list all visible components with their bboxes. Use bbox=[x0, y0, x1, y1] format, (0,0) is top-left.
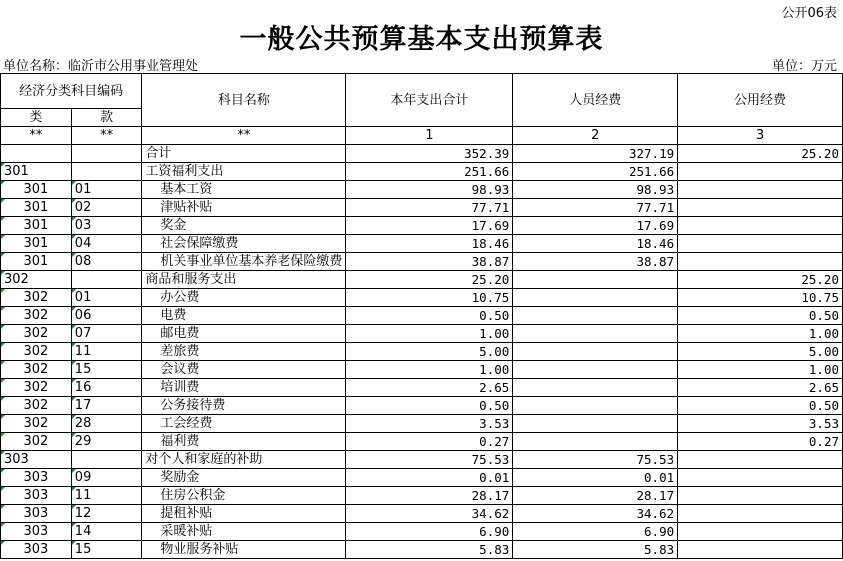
cell-total: 5.00 bbox=[346, 343, 513, 361]
cell-public bbox=[678, 181, 843, 199]
cell-personnel bbox=[513, 397, 678, 415]
cell-subject-name: 奖金 bbox=[142, 217, 346, 235]
cell-lei: 302 bbox=[1, 415, 72, 433]
budget-table bbox=[0, 73, 843, 559]
table-row bbox=[1, 145, 843, 163]
cell-kuan: 06 bbox=[71, 307, 142, 325]
index-cell: 2 bbox=[513, 127, 678, 145]
cell-public: 25.20 bbox=[678, 271, 843, 289]
cell-subject-name: 合计 bbox=[142, 145, 346, 163]
cell-public: 0.50 bbox=[678, 307, 843, 325]
cell-kuan: 28 bbox=[71, 415, 142, 433]
cell-lei: 302 bbox=[1, 343, 72, 361]
cell-total: 251.66 bbox=[346, 163, 513, 181]
cell-personnel bbox=[513, 361, 678, 379]
cell-total: 352.39 bbox=[346, 145, 513, 163]
cell-public bbox=[678, 163, 843, 181]
cell-personnel: 75.53 bbox=[513, 451, 678, 469]
cell-public bbox=[678, 217, 843, 235]
cell-subject-name: 公务接待费 bbox=[142, 397, 346, 415]
cell-kuan: 15 bbox=[71, 541, 142, 559]
cell-public bbox=[678, 487, 843, 505]
cell-kuan bbox=[71, 271, 142, 289]
cell-total: 0.50 bbox=[346, 397, 513, 415]
cell-public bbox=[678, 523, 843, 541]
cell-kuan: 11 bbox=[71, 343, 142, 361]
currency-unit-label: 单位：万元 bbox=[771, 59, 837, 74]
index-cell: 3 bbox=[678, 127, 843, 145]
header-personnel: 人员经费 bbox=[513, 74, 678, 127]
header-total: 本年支出合计 bbox=[346, 74, 513, 127]
cell-personnel: 251.66 bbox=[513, 163, 678, 181]
table-row bbox=[1, 505, 843, 523]
cell-kuan: 14 bbox=[71, 523, 142, 541]
cell-kuan bbox=[71, 145, 142, 163]
cell-personnel: 0.01 bbox=[513, 469, 678, 487]
cell-kuan: 03 bbox=[71, 217, 142, 235]
cell-lei: 302 bbox=[1, 397, 72, 415]
table-row bbox=[1, 163, 843, 181]
cell-lei: 302 bbox=[1, 307, 72, 325]
cell-personnel: 6.90 bbox=[513, 523, 678, 541]
cell-subject-name: 住房公积金 bbox=[142, 487, 346, 505]
cell-subject-name: 办公费 bbox=[142, 289, 346, 307]
cell-kuan: 01 bbox=[71, 181, 142, 199]
header-econ-code: 经济分类科目编码 bbox=[1, 74, 142, 109]
cell-total: 0.27 bbox=[346, 433, 513, 451]
cell-subject-name: 物业服务补贴 bbox=[142, 541, 346, 559]
cell-personnel: 17.69 bbox=[513, 217, 678, 235]
table-row bbox=[1, 307, 843, 325]
cell-total: 34.62 bbox=[346, 505, 513, 523]
table-row bbox=[1, 469, 843, 487]
cell-lei: 301 bbox=[1, 217, 72, 235]
cell-lei: 303 bbox=[1, 487, 72, 505]
cell-personnel bbox=[513, 289, 678, 307]
cell-total: 25.20 bbox=[346, 271, 513, 289]
table-row bbox=[1, 451, 843, 469]
cell-kuan: 29 bbox=[71, 433, 142, 451]
cell-lei: 301 bbox=[1, 253, 72, 271]
cell-lei: 302 bbox=[1, 271, 72, 289]
cell-lei: 303 bbox=[1, 523, 72, 541]
cell-lei: 302 bbox=[1, 289, 72, 307]
cell-personnel: 77.71 bbox=[513, 199, 678, 217]
cell-personnel: 34.62 bbox=[513, 505, 678, 523]
cell-subject-name: 对个人和家庭的补助 bbox=[142, 451, 346, 469]
header-lei: 类 bbox=[1, 109, 72, 127]
cell-public: 1.00 bbox=[678, 325, 843, 343]
cell-personnel bbox=[513, 379, 678, 397]
cell-personnel: 38.87 bbox=[513, 253, 678, 271]
table-row bbox=[1, 289, 843, 307]
table-row bbox=[1, 379, 843, 397]
table-row bbox=[1, 181, 843, 199]
cell-public: 10.75 bbox=[678, 289, 843, 307]
cell-subject-name: 福利费 bbox=[142, 433, 346, 451]
cell-kuan: 15 bbox=[71, 361, 142, 379]
cell-lei: 301 bbox=[1, 235, 72, 253]
cell-public bbox=[678, 235, 843, 253]
cell-subject-name: 会议费 bbox=[142, 361, 346, 379]
cell-lei: 302 bbox=[1, 379, 72, 397]
table-row bbox=[1, 253, 843, 271]
cell-kuan: 17 bbox=[71, 397, 142, 415]
cell-public bbox=[678, 199, 843, 217]
cell-personnel: 5.83 bbox=[513, 541, 678, 559]
cell-personnel: 98.93 bbox=[513, 181, 678, 199]
cell-total: 2.65 bbox=[346, 379, 513, 397]
cell-subject-name: 津贴补贴 bbox=[142, 199, 346, 217]
cell-personnel bbox=[513, 415, 678, 433]
cell-kuan: 01 bbox=[71, 289, 142, 307]
table-row bbox=[1, 361, 843, 379]
cell-subject-name: 机关事业单位基本养老保险缴费 bbox=[142, 253, 346, 271]
cell-total: 75.53 bbox=[346, 451, 513, 469]
cell-kuan: 07 bbox=[71, 325, 142, 343]
index-cell: 1 bbox=[346, 127, 513, 145]
header-kuan: 款 bbox=[71, 109, 142, 127]
unit-name-label: 单位名称：临沂市公用事业管理处 bbox=[3, 59, 199, 74]
cell-kuan: 11 bbox=[71, 487, 142, 505]
cell-total: 3.53 bbox=[346, 415, 513, 433]
cell-kuan bbox=[71, 451, 142, 469]
cell-subject-name: 社会保障缴费 bbox=[142, 235, 346, 253]
cell-public: 2.65 bbox=[678, 379, 843, 397]
cell-personnel bbox=[513, 433, 678, 451]
cell-subject-name: 奖励金 bbox=[142, 469, 346, 487]
cell-total: 17.69 bbox=[346, 217, 513, 235]
page-title: 一般公共预算基本支出预算表 bbox=[239, 24, 604, 55]
cell-public bbox=[678, 469, 843, 487]
cell-public: 0.50 bbox=[678, 397, 843, 415]
header-public: 公用经费 bbox=[678, 74, 843, 127]
table-row bbox=[1, 217, 843, 235]
cell-public bbox=[678, 541, 843, 559]
index-cell: ** bbox=[71, 127, 142, 145]
cell-subject-name: 培训费 bbox=[142, 379, 346, 397]
cell-lei bbox=[1, 145, 72, 163]
cell-subject-name: 商品和服务支出 bbox=[142, 271, 346, 289]
cell-personnel bbox=[513, 307, 678, 325]
cell-personnel bbox=[513, 343, 678, 361]
form-code: 公开06表 bbox=[781, 6, 837, 21]
cell-total: 77.71 bbox=[346, 199, 513, 217]
table-row bbox=[1, 199, 843, 217]
cell-lei: 302 bbox=[1, 361, 72, 379]
cell-lei: 303 bbox=[1, 505, 72, 523]
cell-total: 6.90 bbox=[346, 523, 513, 541]
cell-public bbox=[678, 253, 843, 271]
cell-kuan: 12 bbox=[71, 505, 142, 523]
cell-public bbox=[678, 451, 843, 469]
cell-public: 0.27 bbox=[678, 433, 843, 451]
cell-lei: 301 bbox=[1, 199, 72, 217]
cell-total: 0.01 bbox=[346, 469, 513, 487]
cell-personnel: 28.17 bbox=[513, 487, 678, 505]
cell-kuan: 04 bbox=[71, 235, 142, 253]
cell-total: 28.17 bbox=[346, 487, 513, 505]
cell-public: 1.00 bbox=[678, 361, 843, 379]
cell-kuan: 09 bbox=[71, 469, 142, 487]
cell-total: 5.83 bbox=[346, 541, 513, 559]
cell-lei: 302 bbox=[1, 433, 72, 451]
cell-personnel bbox=[513, 271, 678, 289]
cell-lei: 302 bbox=[1, 325, 72, 343]
cell-subject-name: 差旅费 bbox=[142, 343, 346, 361]
table-row bbox=[1, 397, 843, 415]
index-cell: ** bbox=[142, 127, 346, 145]
cell-personnel: 327.19 bbox=[513, 145, 678, 163]
cell-personnel bbox=[513, 325, 678, 343]
cell-total: 0.50 bbox=[346, 307, 513, 325]
table-row bbox=[1, 271, 843, 289]
cell-kuan: 02 bbox=[71, 199, 142, 217]
cell-kuan: 16 bbox=[71, 379, 142, 397]
table-row bbox=[1, 415, 843, 433]
table-row bbox=[1, 433, 843, 451]
table-row bbox=[1, 325, 843, 343]
cell-subject-name: 工会经费 bbox=[142, 415, 346, 433]
cell-kuan: 08 bbox=[71, 253, 142, 271]
table-row bbox=[1, 487, 843, 505]
table-row bbox=[1, 541, 843, 559]
cell-subject-name: 邮电费 bbox=[142, 325, 346, 343]
cell-total: 1.00 bbox=[346, 361, 513, 379]
cell-total: 98.93 bbox=[346, 181, 513, 199]
cell-total: 18.46 bbox=[346, 235, 513, 253]
table-row bbox=[1, 343, 843, 361]
cell-subject-name: 提租补贴 bbox=[142, 505, 346, 523]
cell-subject-name: 电费 bbox=[142, 307, 346, 325]
cell-total: 1.00 bbox=[346, 325, 513, 343]
cell-lei: 303 bbox=[1, 541, 72, 559]
cell-public bbox=[678, 505, 843, 523]
table-row bbox=[1, 235, 843, 253]
cell-lei: 301 bbox=[1, 181, 72, 199]
cell-lei: 303 bbox=[1, 469, 72, 487]
cell-public: 25.20 bbox=[678, 145, 843, 163]
cell-personnel: 18.46 bbox=[513, 235, 678, 253]
table-row bbox=[1, 523, 843, 541]
cell-lei: 301 bbox=[1, 163, 72, 181]
index-cell: ** bbox=[1, 127, 72, 145]
cell-subject-name: 工资福利支出 bbox=[142, 163, 346, 181]
cell-public: 3.53 bbox=[678, 415, 843, 433]
header-subject-name: 科目名称 bbox=[142, 74, 346, 127]
cell-public: 5.00 bbox=[678, 343, 843, 361]
cell-lei: 303 bbox=[1, 451, 72, 469]
cell-total: 10.75 bbox=[346, 289, 513, 307]
cell-kuan bbox=[71, 163, 142, 181]
cell-subject-name: 基本工资 bbox=[142, 181, 346, 199]
cell-subject-name: 采暖补贴 bbox=[142, 523, 346, 541]
cell-total: 38.87 bbox=[346, 253, 513, 271]
